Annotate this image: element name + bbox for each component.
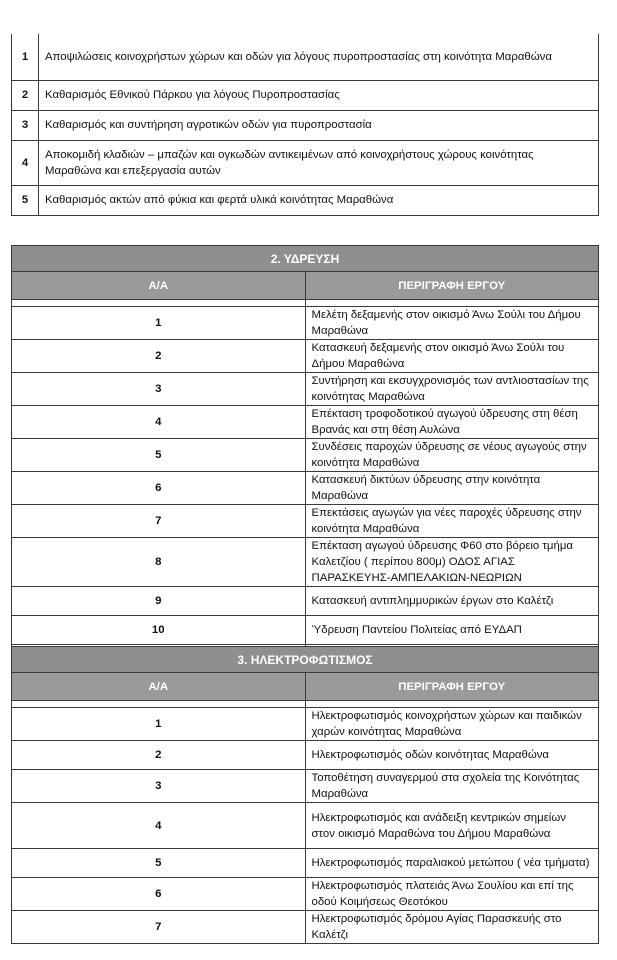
table-row: [12, 80, 599, 110]
table-row: [12, 110, 599, 140]
row-number: 7: [12, 505, 306, 538]
row-description: Ηλεκτροφωτισμός οδών κοινότητας Μαραθώνα: [305, 741, 599, 770]
section-2-table: [11, 245, 599, 678]
table-row: [12, 185, 599, 215]
section-title-row: [12, 246, 599, 272]
row-description: Καθαρισμός και συντήρηση αγροτικών οδών για πυροπροστασία: [39, 110, 599, 140]
row-description: Επέκταση τροφοδοτικού αγωγού ύδρευσης στη θέση Βρανάς και στη θέση Αυλώνα: [305, 406, 599, 439]
row-number: 3: [12, 110, 39, 140]
section-title-row: [12, 647, 599, 673]
row-number: 5: [12, 849, 306, 878]
row-description: Μελέτη δεξαμενής στον οικισμό Άνω Σούλι του Δήμου Μαραθώνα: [305, 307, 599, 340]
table-row: [12, 878, 599, 911]
row-description: Κατασκευή δεξαμενής στον οικισμό Άνω Σούλι του Δήμου Μαραθώνα: [305, 340, 599, 373]
row-description: Ηλεκτροφωτισμός κοινοχρήστων χώρων και παιδικών χαρών κοινότητας Μαραθώνα: [305, 708, 599, 741]
row-number: 8: [12, 538, 306, 587]
row-description: Καθαρισμός Εθνικού Πάρκου για λόγους Πυροπροστασίας: [39, 80, 599, 110]
row-number: 1: [12, 307, 306, 340]
row-number: 3: [12, 373, 306, 406]
table-row: [12, 140, 599, 185]
row-description: Ηλεκτροφωτισμός παραλιακού μετώπου ( νέα τμήματα): [305, 849, 599, 878]
table-row: [12, 340, 599, 373]
row-number: 10: [12, 616, 306, 645]
row-number: 1: [12, 34, 39, 80]
table-row: [12, 439, 599, 472]
table-row: [12, 373, 599, 406]
row-description: Ηλεκτροφωτισμός και ανάδειξη κεντρικών σημείων στον οικισμό Μαραθώνα του Δήμου Μαραθώνα: [305, 803, 599, 849]
row-description: Καθαρισμός ακτών από φύκια και φερτά υλικά κοινότητας Μαραθώνα: [39, 185, 599, 215]
table-row: [12, 849, 599, 878]
row-description: Τοποθέτηση συναγερμού στα σχολεία της Κοινότητας Μαραθώνα: [305, 770, 599, 803]
table-row: [12, 472, 599, 505]
column-header-number: Α/Α: [12, 272, 306, 300]
row-number: 6: [12, 878, 306, 911]
table-row: [12, 538, 599, 587]
column-header-description: ΠΕΡΙΓΡΑΦΗ ΕΡΓΟΥ: [305, 272, 599, 300]
row-description: Ηλεκτροφωτισμός πλατειάς Άνω Σουλίου και επί της οδού Κοιμήσεως Θεοτόκου: [305, 878, 599, 911]
section-1-table: [11, 34, 599, 216]
column-header-description: ΠΕΡΙΓΡΑΦΗ ΕΡΓΟΥ: [305, 673, 599, 701]
row-number: 1: [12, 708, 306, 741]
row-number: 5: [12, 185, 39, 215]
row-number: 4: [12, 406, 306, 439]
section-title: 3. ΗΛΕΚΤΡΟΦΩΤΙΣΜΟΣ: [12, 647, 599, 673]
row-description: Αποψιλώσεις κοινοχρήστων χώρων και οδών για λόγους πυροπροστασίας στη κοινότητα Μαραθώνα: [39, 34, 599, 80]
row-number: 9: [12, 587, 306, 616]
table-row: [12, 34, 599, 80]
row-description: Συντήρηση και εκσυγχρονισμός των αντλιοστασίων της κοινότητας Μαραθώνα: [305, 373, 599, 406]
row-description: Κατασκευή δικτύων ύδρευσης στην κοινότητα Μαραθώνα: [305, 472, 599, 505]
row-number: 2: [12, 741, 306, 770]
row-description: Ηλεκτροφωτισμός δρόμου Αγίας Παρασκευής στο Καλέτζι: [305, 911, 599, 944]
table-row: [12, 616, 599, 645]
table-row: [12, 587, 599, 616]
row-number: 4: [12, 140, 39, 185]
row-number: 6: [12, 472, 306, 505]
row-number: 2: [12, 340, 306, 373]
table-row: [12, 307, 599, 340]
row-number: 2: [12, 80, 39, 110]
row-description: Επέκταση αγωγού ύδρευσης Φ60 στο βόρειο τμήμα Καλετζίου ( περίπου 800μ) ΟΔΟΣ ΑΓΙΑΣ ΠΑΡΑΣΚΕΥΗΣ-ΑΜΠΕΛΑΚΙΩΝ-ΝΕΩΡΙΩΝ: [305, 538, 599, 587]
section-3-table: [11, 646, 599, 944]
table-row: [12, 708, 599, 741]
table-row: [12, 770, 599, 803]
table-row: [12, 406, 599, 439]
table-header-row: [12, 272, 599, 300]
row-description: Αποκομιδή κλαδιών – μπαζών και ογκωδών αντικειμένων από κοινοχρήστους χώρους κοινότητας Μαραθώνα και επεξεργασία αυτών: [39, 140, 599, 185]
row-description: Επεκτάσεις αγωγών για νέες παροχές ύδρευσης στην κοινότητα Μαραθώνα: [305, 505, 599, 538]
row-number: 3: [12, 770, 306, 803]
row-description: Συνδέσεις παροχών ύδρευσης σε νέους αγωγούς στην κοινότητα Μαραθώνα: [305, 439, 599, 472]
row-description: Ύδρευση Παντείου Πολιτείας από ΕΥΔΑΠ: [305, 616, 599, 645]
section-title: 2. ΥΔΡΕΥΣΗ: [12, 246, 599, 272]
table-header-row: [12, 673, 599, 701]
table-row: [12, 741, 599, 770]
table-row: [12, 505, 599, 538]
column-header-number: Α/Α: [12, 673, 306, 701]
table-row: [12, 911, 599, 944]
row-number: 4: [12, 803, 306, 849]
table-row: [12, 803, 599, 849]
row-description: Κατασκευή αντιπλημμυρικών έργων στο Καλέτζι: [305, 587, 599, 616]
row-number: 7: [12, 911, 306, 944]
row-number: 5: [12, 439, 306, 472]
